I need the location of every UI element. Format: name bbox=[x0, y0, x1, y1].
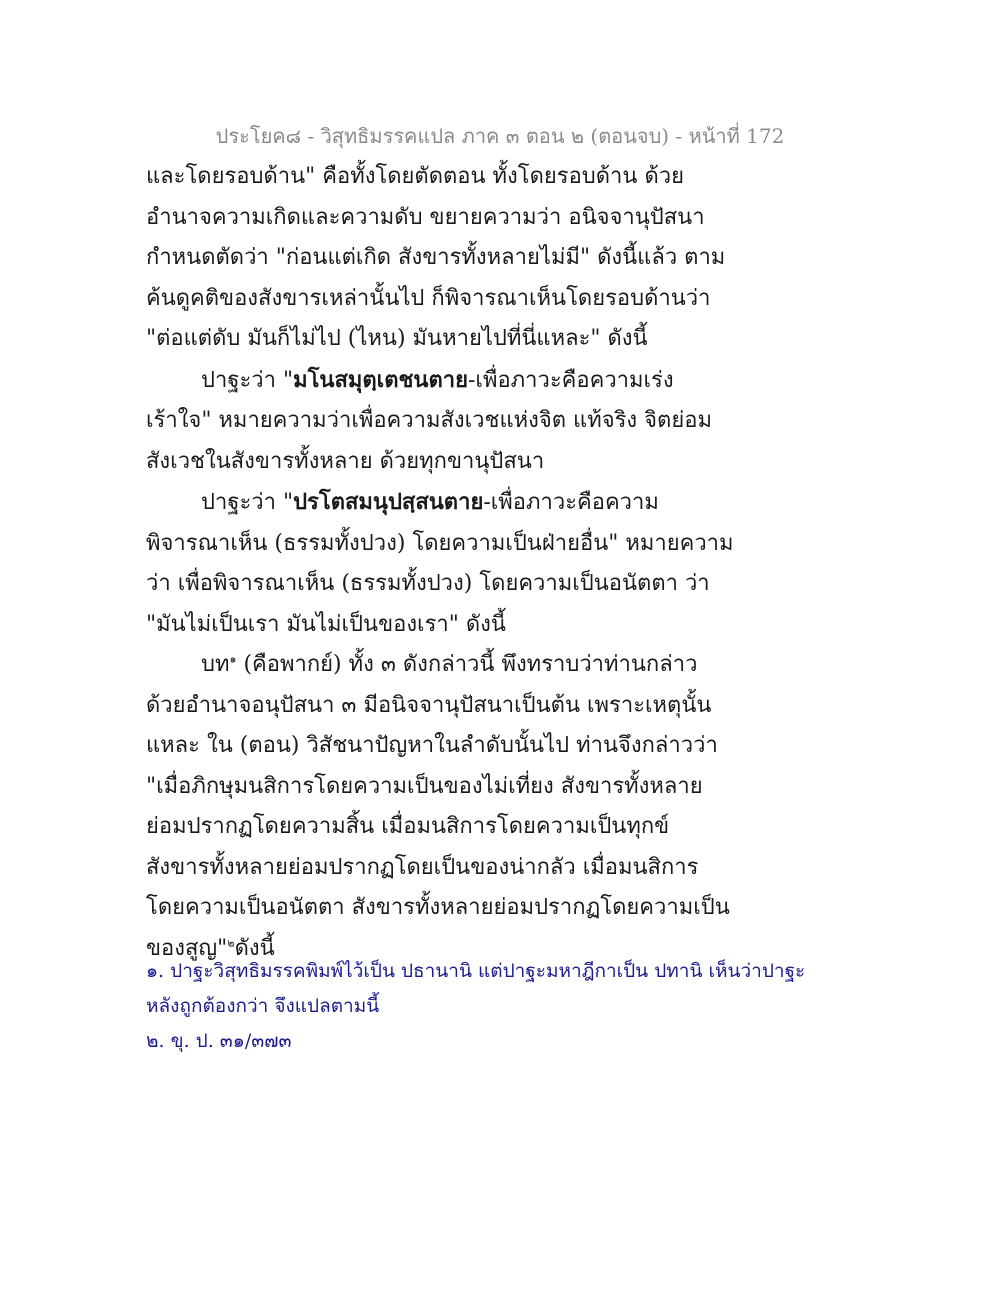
paragraph-4 bbox=[146, 645, 736, 969]
page-header-text: ประโยค๘ - วิสุทธิมรรคแปล ภาค ๓ ตอน ๒ (ตอนจบ) - หน้าที่ 172 bbox=[215, 124, 785, 148]
footnote-1: ๑. ปาฐะวิสุทธิมรรคพิมพ์ไว้เป็น ปธานานิ แต่ปาฐะมหาฎีกาเป็น ปทานิ เห็นว่าปาฐะหลังถูกต้องกว่า จึงแปลตามนี้ bbox=[146, 960, 806, 1017]
footnotes bbox=[146, 954, 826, 1059]
paragraph-4-part-b: (คือพากย์) ทั้ง ๓ ดังกล่าวนี้ พึงทราบว่าท่านกล่าวด้วยอำนาจอนุปัสนา ๓ มีอนิจจานุปัสนาเป็นต้น เพราะเหตุนั้นแหละ ใน (ตอน) วิสัชนาปัญหาในลำดับนั้นไป ท่านจึงกล่าวว่า "เมื่อภิกษุมนสิการโดยความเป็นของไม่เที่ยง สังขารทั้งหลายย่อมปรากฏโดยความสิ้น เมื่อมนสิการโดยความเป็นทุกข์ สังขารทั้งหลายย่อมปรากฏโดยเป็นของน่ากลัว เมื่อมนสิการโดยความเป็นอนัตตา สังขารทั้งหลายย่อมปรากฏโดยความเป็นของสูญ" bbox=[146, 652, 730, 961]
footnote-2: ๒. ขุ. ป. ๓๑/๓๗๓ bbox=[146, 1030, 292, 1052]
body-text bbox=[146, 157, 736, 969]
footnote-ref-2[interactable]: ๒ bbox=[227, 936, 235, 950]
paragraph-3 bbox=[146, 482, 736, 645]
page-header bbox=[0, 120, 1000, 152]
paragraph-2 bbox=[146, 360, 736, 483]
paragraph-3-pali-term: ปรโตสมนุปสฺสนตาย bbox=[293, 489, 484, 515]
paragraph-2-pali-term: มโนสมุตฺเตชนตาย bbox=[293, 366, 468, 393]
paragraph-1: และโดยรอบด้าน" คือทั้งโดยตัดตอน ทั้งโดยรอบด้าน ด้วยอำนาจความเกิดและความดับ ขยายความว่า อนิจจานุปัสนากำหนดตัดว่า "ก่อนแต่เกิด สังขารทั้งหลายไม่มี" ดังนี้แล้ว ตามค้นดูคติของสังขารเหล่านั้นไป ก็พิจารณาเห็นโดยรอบด้านว่า "ต่อแต่ดับ มันก็ไม่ไป (ไหน) มันหายไปที่นี่แหละ" ดังนี้ bbox=[146, 164, 726, 351]
paragraph-2-prefix: ปาฐะว่า " bbox=[201, 367, 294, 393]
footnote-ref-1[interactable]: ๑ bbox=[229, 652, 237, 666]
paragraph-3-prefix: ปาฐะว่า " bbox=[201, 490, 294, 515]
paragraph-4-part-c: ดังนี้ bbox=[234, 935, 275, 961]
paragraph-4-part-a: บท bbox=[201, 652, 230, 677]
paragraph-3-rest: -เพื่อภาวะคือความพิจารณาเห็น (ธรรมทั้งปวง) โดยความเป็นฝ่ายอื่น" หมายความว่า เพื่อพิจารณาเห็น (ธรรมทั้งปวง) โดยความเป็นอนัตตา ว่า "มันไม่เป็นเรา มันไม่เป็นของเรา" ดังนี้ bbox=[146, 490, 734, 637]
paragraph-2-rest: -เพื่อภาวะคือความเร่งเร้าใจ" หมายความว่าเพื่อความสังเวชแห่งจิต แท้จริง จิตย่อมสังเวชในสังขารทั้งหลาย ด้วยทุกขานุปัสนา bbox=[146, 367, 712, 474]
